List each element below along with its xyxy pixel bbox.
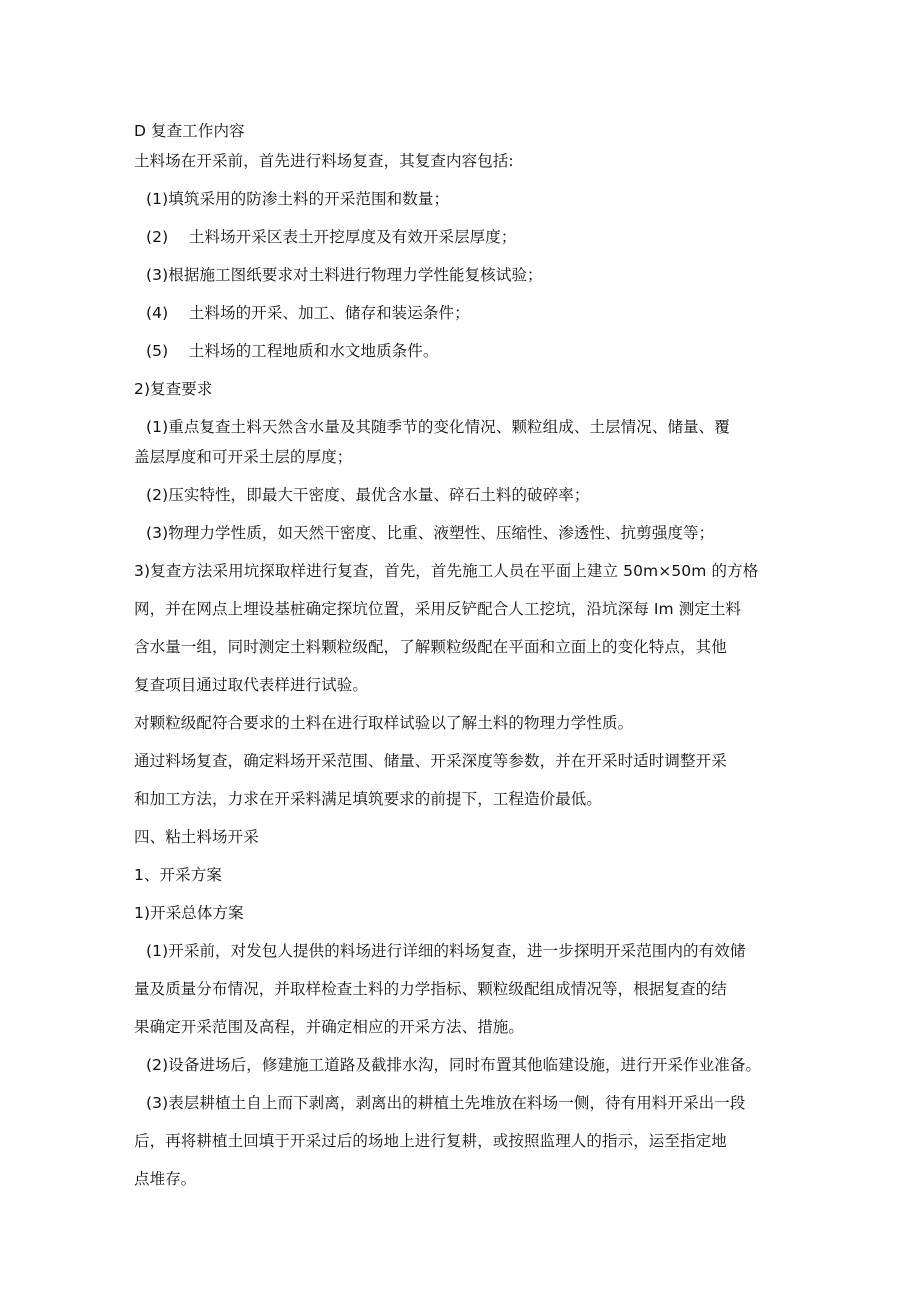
chapter-heading: 四、粘土料场开采: [134, 828, 259, 846]
section-heading: D 复查工作内容: [134, 122, 245, 140]
paragraph-line: 和加工方法，力求在开采料满足填筑要求的前提下，工程造价最低。: [134, 790, 603, 808]
paragraph-line: 量及质量分布情况，并取样检查土料的力学指标、颗粒级配组成情况等，根据复查的结: [134, 980, 727, 998]
list-item: (1)开采前，对发包人提供的料场进行详细的料场复查，进一步探明开采范围内的有效储: [146, 942, 746, 960]
paragraph-line: 网，并在网点上埋设基桩确定探坑位置，采用反铲配合人工挖坑，沿坑深每 Im 测定土料: [134, 600, 742, 618]
list-item: (3)物理力学性质，如天然干密度、比重、液塑性、压缩性、渗透性、抗剪强度等；: [146, 524, 715, 542]
list-item: (2) 土料场开采区表土开挖厚度及有效开采层厚度；: [146, 228, 517, 246]
list-item: (5) 土料场的工程地质和水文地质条件。: [146, 342, 439, 360]
section-heading: 2)复查要求: [134, 380, 213, 398]
list-item: (1)重点复查土料天然含水量及其随季节的变化情况、颗粒组成、土层情况、储量、覆: [146, 418, 730, 436]
list-item: (4) 土料场的开采、加工、储存和装运条件；: [146, 304, 470, 322]
paragraph-line: 点堆存。: [134, 1170, 197, 1188]
list-item: (2)压实特性，即最大干密度、最优含水量、碎石土料的破碎率；: [146, 486, 590, 504]
document-page: [134, 116, 788, 1194]
paragraph-line: 盖层厚度和可开采土层的厚度；: [134, 448, 353, 466]
list-item: (1)填筑采用的防渗土料的开采范围和数量；: [146, 190, 450, 208]
paragraph-line: 土料场在开采前，首先进行料场复查，其复查内容包括:: [134, 152, 514, 170]
list-item: (2)设备进场后，修建施工道路及截排水沟，同时布置其他临建设施，进行开采作业准备。: [146, 1056, 762, 1074]
paragraph-line: 含水量一组，同时测定土料颗粒级配，了解颗粒级配在平面和立面上的变化特点，其他: [134, 638, 727, 656]
paragraph-line: 3)复查方法采用坑探取样进行复查，首先，首先施工人员在平面上建立 50m×50m 的方格: [134, 562, 759, 580]
paragraph-line: 果确定开采范围及高程，并确定相应的开采方法、措施。: [134, 1018, 525, 1036]
section-heading: 1、开采方案: [134, 866, 222, 884]
paragraph-line: 复查项目通过取代表样进行试验。: [134, 676, 369, 694]
paragraph-line: 对颗粒级配符合要求的土料在进行取样试验以了解土料的物理力学性质。: [134, 714, 634, 732]
paragraph-line: 后，再将耕植土回填于开采过后的场地上进行复耕，或按照监理人的指示，运至指定地: [134, 1132, 727, 1150]
list-item: (3)根据施工图纸要求对土料进行物理力学性能复核试验；: [146, 266, 543, 284]
list-item: (3)表层耕植土自上而下剥离，剥离出的耕植土先堆放在料场一侧，待有用料开采出一段: [146, 1094, 746, 1112]
paragraph-line: 通过料场复查，确定料场开采范围、储量、开采深度等参数，并在开采时适时调整开采: [134, 752, 727, 770]
section-heading: 1)开采总体方案: [134, 904, 244, 922]
